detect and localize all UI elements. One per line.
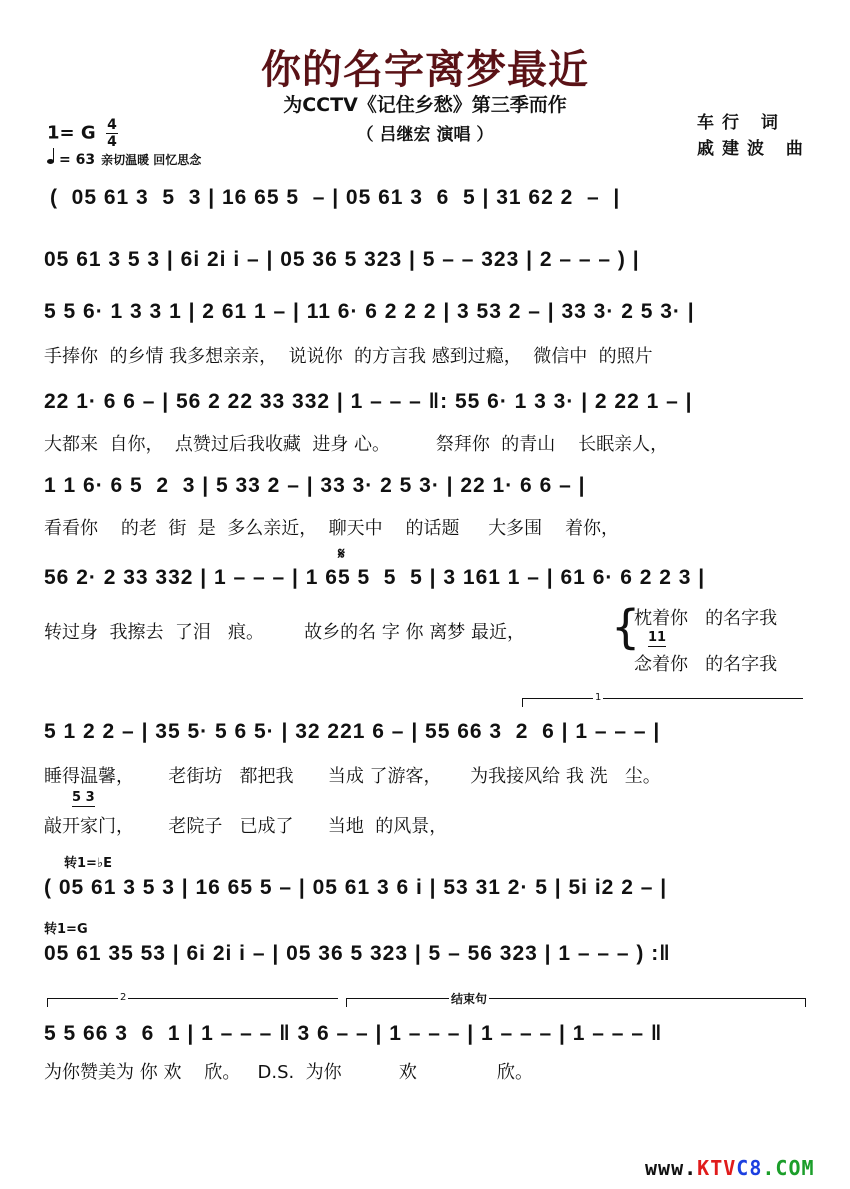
site-watermark (645, 1156, 815, 1180)
notation-line: ( 05 61 3 5 3 | 16 65 5 – | 05 61 3 6 5 | 31 62 2 – | (50, 186, 621, 209)
watermark-com: .COM (762, 1156, 815, 1180)
lyrics-line-2: 敲开家门， 老院子 已成了 当地 的风景， (44, 816, 448, 837)
notation-line: 5 1 2 2 – | 35 5· 5 6 5· | 32 221 6 – | 55 66 3 2 6 | 1 – – – | (44, 720, 661, 743)
quarter-note-icon (47, 150, 55, 164)
segno-icon: 𝄋 (338, 544, 345, 563)
key-signature (47, 118, 118, 149)
song-title: 你的名字离梦最近 (261, 47, 589, 93)
staff-row-6 (0, 544, 850, 682)
lyrics-brace: { (611, 600, 641, 654)
tempo-marking (47, 150, 201, 168)
key-label: 1= G (47, 122, 96, 144)
alt-small-notes: 11 (648, 630, 667, 645)
lyrics-line: 睡得温馨， 老街坊 都把我 当成 了游客， 为我接风给 我 洗 尘。 (44, 766, 661, 787)
volta-number: 1 (595, 692, 602, 703)
staff-row-7 (0, 690, 850, 840)
notation-line: 1 1 6· 6 5 2 3 | 5 33 2 – | 33 3· 2 5 3· | 22 1· 6 6 – | (44, 474, 586, 497)
ending-bracket (346, 992, 806, 1007)
notation-line: 5 5 66 3 6 1 | 1 – – – ‖ 3 6 – – | 1 – – – | 1 – – – | 1 – – – ‖ (44, 1022, 663, 1045)
song-subtitle: 为CCTV《记住乡愁》第三季而作 (283, 94, 567, 116)
alt-small-notes: 5 3 (72, 790, 95, 805)
time-sig-bottom: 4 (107, 134, 117, 150)
lyrics-alt-bottom: 念着你 的名字我 (634, 654, 778, 675)
lyrics-line: 手捧你 的乡情 我多想亲亲， 说说你 的方言我 感到过瘾， 微信中 的照片 (44, 346, 653, 367)
staff-row-4 (0, 390, 850, 460)
volta-bracket-2 (47, 992, 338, 1007)
modulation-mark: 转1=G (44, 922, 88, 937)
staff-row-5 (0, 474, 850, 544)
modulation-mark: 转1=♭E (64, 856, 112, 871)
notation-line: 56 2· 2 33 332 | 1 – – – | 1 65 5 5 5 | 3 161 1 – | 61 6· 6 2 2 3 | (44, 566, 706, 589)
volta-bracket-1 (522, 692, 803, 707)
notation-line: 05 61 3 5 3 | 6i 2i i – | 05 36 5 323 | 5 – – 323 | 2 – – – ) | (44, 248, 640, 271)
performer: （ 吕继宏 演唱 ） (356, 125, 494, 145)
expression-text: 亲切温暖 回忆思念 (101, 153, 202, 167)
watermark-ktv: KTV (697, 1156, 737, 1180)
watermark-www: www. (645, 1156, 698, 1180)
time-sig-top: 4 (107, 117, 117, 133)
time-signature (106, 118, 118, 149)
staff-row-8 (0, 850, 850, 910)
staff-row-2 (0, 248, 850, 288)
volta-number: 2 (120, 992, 127, 1003)
composer-credit: 戚建波 曲 (697, 139, 811, 159)
staff-row-9 (0, 916, 850, 976)
lyrics-line: 看看你 的老 街 是 多么亲近， 聊天中 的话题 大多围 着你， (44, 518, 620, 539)
lyrics-line: 转过身 我擦去 了泪 痕。 故乡的名 字 你 离梦 最近， (44, 622, 525, 643)
lyrics-line: 为你赞美为 你 欢 欣。 D.S. 为你 欢 欣。 (44, 1062, 533, 1083)
lyrics-line: 大都来 自你， 点赞过后我收藏 进身 心。 祭拜你 的青山 长眠亲人， (44, 434, 669, 455)
staff-row-1 (0, 186, 850, 226)
staff-row-10 (0, 992, 850, 1092)
watermark-c8: C8 (736, 1156, 763, 1180)
ending-label: 结束句 (451, 992, 488, 1006)
lyricist-credit: 车行 词 (697, 113, 786, 133)
notation-line: 05 61 35 53 | 6i 2i i – | 05 36 5 323 | 5 – 56 323 | 1 – – – ) :‖ (44, 942, 671, 965)
lyrics-alt-top: 枕着你 的名字我 (634, 608, 778, 629)
notation-line: 5 5 6· 1 3 3 1 | 2 61 1 – | 11 6· 6 2 2 2 | 3 53 2 – | 33 3· 2 5 3· | (44, 300, 695, 323)
notation-line: 22 1· 6 6 – | 56 2 22 33 332 | 1 – – – ‖: 55 6· 1 3 3· | 2 22 1 – | (44, 390, 693, 413)
staff-row-3 (0, 300, 850, 370)
tempo-value: = 63 (59, 152, 96, 168)
notation-line: ( 05 61 3 5 3 | 16 65 5 – | 05 61 3 6 i | 53 31 2· 5 | 5i i2 2 – | (44, 876, 668, 899)
